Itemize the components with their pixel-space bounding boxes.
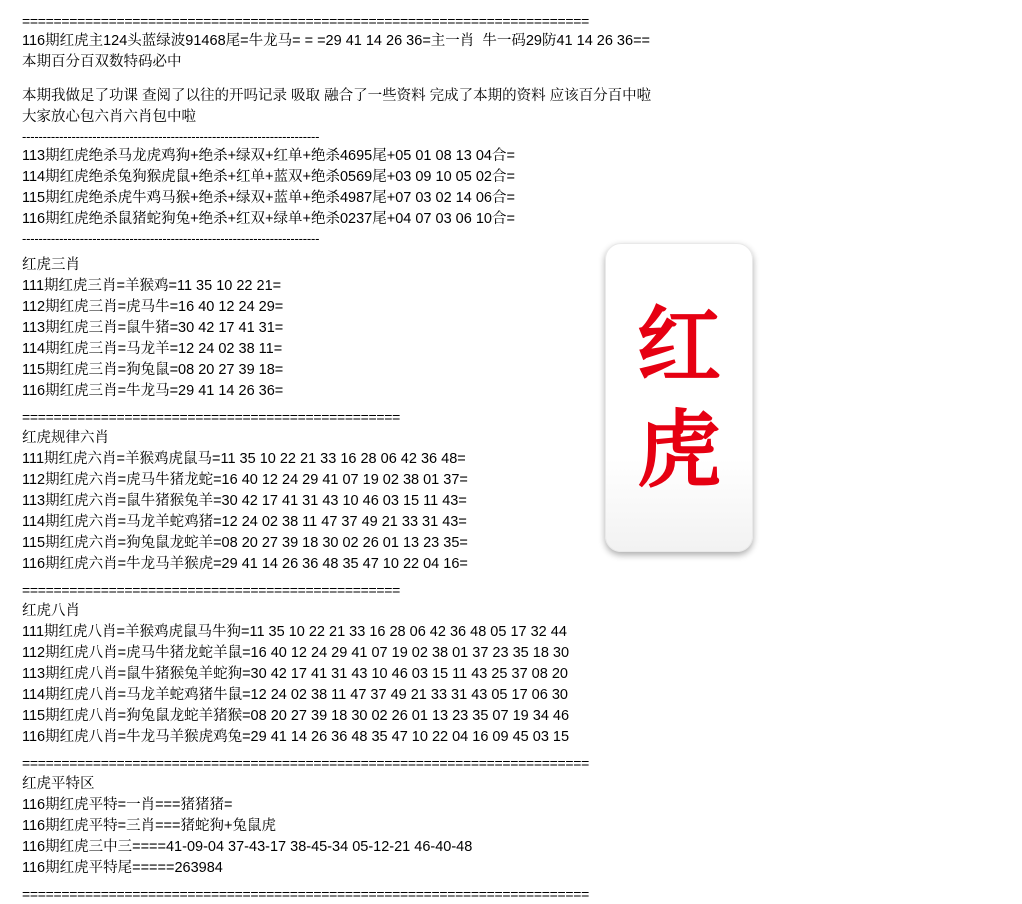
baxiao-line-2: 112期红虎八肖=虎马牛猪龙蛇羊鼠=16 40 12 24 29 41 07 19 02 38 01 37 23 35 18 30 [22, 645, 570, 661]
pingte-line-2: 116期红虎平特=三肖===猪蛇狗+兔鼠虎 [22, 818, 276, 834]
dash-separator-2: ------------------------------------------------------------------------ [22, 231, 320, 246]
section-title-sanxiao: 红虎三肖 [22, 257, 80, 273]
sanxiao-line-2: 112期红虎三肖=虎马牛=16 40 12 24 29= [22, 299, 284, 315]
sanxiao-line-1: 111期红虎三肖=羊猴鸡=11 35 10 22 21= [22, 278, 282, 294]
juesha-line-3: 115期红虎绝杀虎牛鸡马猴+绝杀+绿双+蓝单+绝杀4987尾+07 03 02 14 06合= [22, 190, 515, 206]
juesha-line-1: 113期红虎绝杀马龙虎鸡狗+绝杀+绿双+红单+绝杀4695尾+05 01 08 13 04合= [22, 148, 515, 164]
separator-mid-1: ================================================ [22, 409, 401, 425]
baxiao-line-5: 115期红虎八肖=狗兔鼠龙蛇羊猪猴=08 20 27 39 18 30 02 26 01 13 23 35 07 19 34 46 [22, 708, 570, 724]
juesha-line-4: 116期红虎绝杀鼠猪蛇狗兔+绝杀+红双+绿单+绝杀0237尾+04 07 03 06 10合= [22, 211, 515, 227]
logo-char-hong: 红 [636, 296, 721, 395]
section-title-pingte: 红虎平特区 [22, 776, 95, 792]
sanxiao-line-6: 116期红虎三肖=牛龙马=29 41 14 26 36= [22, 383, 284, 399]
sanxiao-line-4: 114期红虎三肖=马龙羊=12 24 02 38 11= [22, 341, 283, 357]
juesha-line-2: 114期红虎绝杀兔狗猴虎鼠+绝杀+红单+蓝双+绝杀0569尾+03 09 10 05 02合= [22, 169, 515, 185]
liuxiao-line-6: 116期红虎六肖=牛龙马羊猴虎=29 41 14 26 36 48 35 47 10 22 04 16= [22, 556, 468, 572]
separator-mid-2: ================================================ [22, 582, 401, 598]
baxiao-line-1: 111期红虎八肖=羊猴鸡虎鼠马牛狗=11 35 10 22 21 33 16 28 06 42 36 48 05 17 32 44 [22, 624, 567, 640]
section-title-baxiao: 红虎八肖 [22, 603, 80, 619]
intro-line-1: 本期我做足了功课 查阅了以往的开吗记录 吸取 融合了一些资料 完成了本期的资料 应该百分百中啦 [22, 88, 652, 104]
liuxiao-line-5: 115期红虎六肖=狗兔鼠龙蛇羊=08 20 27 39 18 30 02 26 01 13 23 35= [22, 535, 468, 551]
sanxiao-line-3: 113期红虎三肖=鼠牛猪=30 42 17 41 31= [22, 320, 284, 336]
liuxiao-line-1: 111期红虎六肖=羊猴鸡虎鼠马=11 35 10 22 21 33 16 28 06 42 36 48= [22, 451, 466, 467]
liuxiao-line-4: 114期红虎六肖=马龙羊蛇鸡猪=12 24 02 38 11 47 37 49 21 33 31 43= [22, 514, 467, 530]
liuxiao-line-3: 113期红虎六肖=鼠牛猪猴兔羊=30 42 17 41 31 43 10 46 03 15 11 43= [22, 493, 467, 509]
logo-text-wrap [606, 244, 752, 551]
header-line-1: 116期红虎主124头蓝绿波91468尾=牛龙马= = =29 41 14 26 36=主一肖 牛一码29防41 14 26 36== [22, 33, 651, 49]
spacer-1 [22, 73, 932, 86]
logo-char-hu: 虎 [636, 400, 721, 499]
liuxiao-line-2: 112期红虎六肖=虎马牛猪龙蛇=16 40 12 24 29 41 07 19 02 38 01 37= [22, 472, 468, 488]
pingte-line-1: 116期红虎平特=一肖===猪猪猪= [22, 797, 233, 813]
dash-separator-1: ------------------------------------------------------------------------ [22, 129, 320, 144]
red-tiger-logo-card [605, 243, 753, 552]
section-title-liuxiao: 红虎规律六肖 [22, 430, 109, 446]
header-line-2: 本期百分百双数特码必中 [22, 54, 182, 70]
pingte-line-3: 116期红虎三中三====41-09-04 37-43-17 38-45-34 05-12-21 46-40-48 [22, 839, 473, 855]
baxiao-line-4: 114期红虎八肖=马龙羊蛇鸡猪牛鼠=12 24 02 38 11 47 37 49 21 33 31 43 05 17 06 30 [22, 687, 568, 703]
separator-bottom-2: ======================================================================== [22, 886, 590, 902]
separator-top: ======================================================================== [22, 13, 590, 29]
document-content [22, 12, 932, 904]
intro-line-2: 大家放心包六肖六肖包中啦 [22, 109, 196, 125]
separator-bottom-1: ======================================================================== [22, 755, 590, 771]
sanxiao-line-5: 115期红虎三肖=狗兔鼠=08 20 27 39 18= [22, 362, 284, 378]
pingte-line-4: 116期红虎平特尾=====263984 [22, 860, 223, 876]
baxiao-line-6: 116期红虎八肖=牛龙马羊猴虎鸡兔=29 41 14 26 36 48 35 47 10 22 04 16 09 45 03 15 [22, 729, 570, 745]
baxiao-line-3: 113期红虎八肖=鼠牛猪猴兔羊蛇狗=30 42 17 41 31 43 10 46 03 15 11 43 25 37 08 20 [22, 666, 568, 682]
